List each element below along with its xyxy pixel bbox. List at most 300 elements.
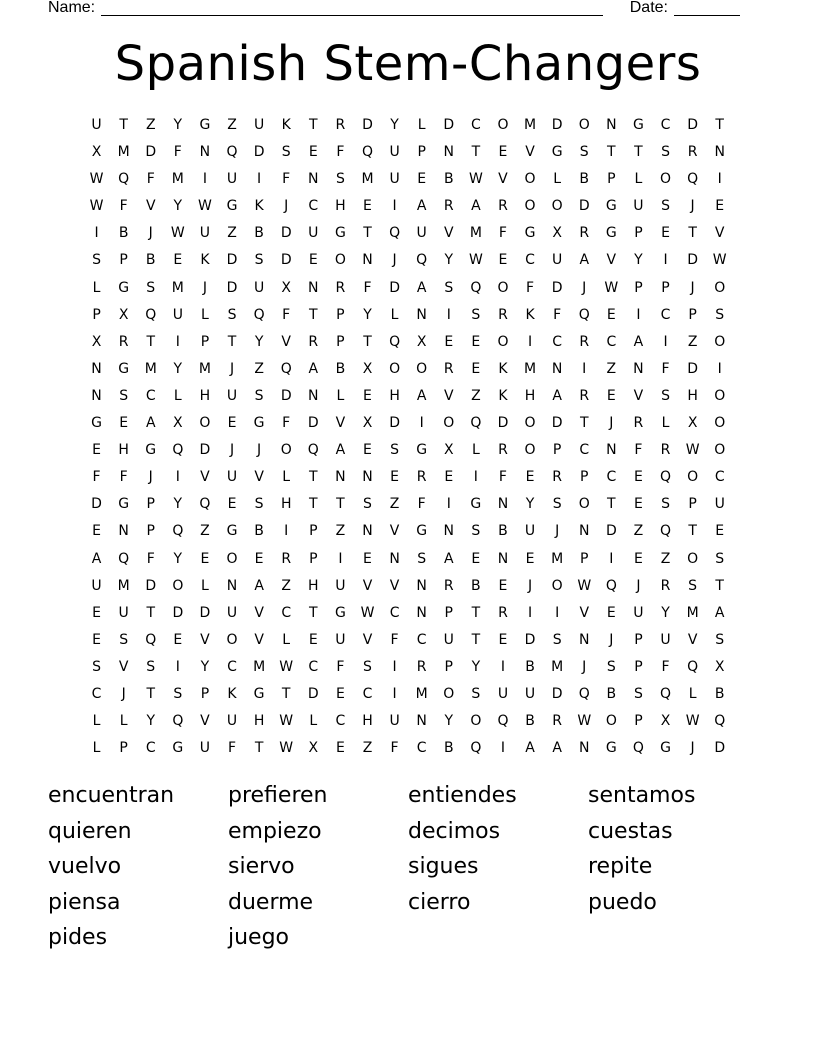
grid-letter: E bbox=[363, 442, 372, 459]
grid-letter: O bbox=[470, 713, 482, 730]
grid-letter: Y bbox=[444, 252, 454, 269]
grid-letter: E bbox=[498, 631, 508, 648]
grid-letter: G bbox=[118, 360, 130, 377]
grid-letter: U bbox=[443, 631, 454, 648]
grid-letter: F bbox=[227, 740, 237, 757]
grid-letter: J bbox=[609, 415, 614, 432]
word-list-item: empiezo bbox=[228, 818, 322, 844]
grid-letter: Q bbox=[660, 469, 672, 486]
grid-letter: A bbox=[552, 740, 562, 757]
grid-letter: T bbox=[607, 144, 616, 161]
grid-letter: D bbox=[389, 279, 400, 296]
grid-letter: J bbox=[229, 442, 235, 459]
grid-letter: Q bbox=[470, 279, 482, 296]
grid-letter: O bbox=[551, 198, 563, 215]
grid-letter: J bbox=[121, 685, 126, 702]
grid-letter: O bbox=[605, 713, 617, 730]
grid-letter: J bbox=[690, 198, 695, 215]
grid-letter: S bbox=[552, 631, 562, 648]
grid-letter: Y bbox=[173, 496, 183, 513]
grid-letter: N bbox=[578, 740, 590, 757]
grid-letter: M bbox=[117, 144, 130, 161]
grid-letter: Q bbox=[172, 713, 184, 730]
grid-letter: L bbox=[390, 306, 399, 323]
grid-letter: A bbox=[416, 279, 427, 296]
grid-letter: T bbox=[309, 117, 318, 133]
date-blank-line bbox=[674, 1, 740, 16]
grid-letter: I bbox=[338, 550, 343, 567]
grid-letter: U bbox=[308, 225, 319, 242]
grid-letter: W bbox=[170, 225, 185, 242]
grid-letter: B bbox=[443, 740, 454, 757]
grid-row bbox=[83, 627, 735, 654]
grid-letter: F bbox=[282, 415, 291, 432]
grid-letter: S bbox=[633, 685, 643, 702]
grid-letter: O bbox=[172, 577, 184, 594]
grid-letter: N bbox=[606, 442, 617, 459]
grid-letter: Q bbox=[714, 713, 726, 730]
grid-letter: E bbox=[471, 360, 481, 377]
grid-letter: A bbox=[416, 387, 427, 404]
grid-letter: C bbox=[362, 685, 373, 702]
grid-letter: I bbox=[446, 306, 451, 323]
grid-letter: P bbox=[417, 144, 426, 161]
grid-letter: U bbox=[226, 171, 238, 188]
grid-letter: R bbox=[552, 469, 562, 486]
grid-letter: T bbox=[119, 117, 128, 133]
grid-letter: O bbox=[551, 577, 563, 594]
grid-letter: N bbox=[443, 523, 454, 540]
grid-row bbox=[83, 654, 735, 681]
grid-letter: E bbox=[92, 604, 101, 621]
grid-letter: G bbox=[334, 604, 346, 621]
grid-letter: I bbox=[500, 740, 506, 757]
grid-letter: R bbox=[579, 225, 590, 242]
grid-letter: F bbox=[498, 225, 507, 242]
grid-letter: Q bbox=[172, 442, 184, 459]
grid-letter: N bbox=[199, 144, 211, 161]
grid-letter: C bbox=[145, 740, 156, 757]
grid-letter: D bbox=[687, 117, 698, 133]
grid-letter: N bbox=[416, 306, 427, 323]
grid-letter: G bbox=[416, 442, 428, 459]
grid-letter: Y bbox=[525, 496, 535, 513]
grid-letter: J bbox=[690, 740, 695, 757]
grid-letter: F bbox=[363, 279, 372, 296]
grid-letter: L bbox=[634, 171, 643, 188]
grid-letter: E bbox=[92, 523, 101, 540]
grid-letter: C bbox=[714, 469, 725, 486]
grid-letter: D bbox=[362, 117, 373, 133]
grid-letter: N bbox=[308, 171, 319, 188]
grid-letter: V bbox=[443, 225, 454, 242]
grid-letter: W bbox=[577, 713, 592, 730]
grid-letter: H bbox=[253, 713, 265, 730]
grid-letter: D bbox=[551, 685, 563, 702]
grid-letter: E bbox=[227, 415, 237, 432]
grid-letter: E bbox=[525, 550, 535, 567]
grid-letter: A bbox=[552, 387, 562, 404]
grid-letter: N bbox=[497, 550, 509, 567]
grid-letter: S bbox=[281, 144, 291, 161]
grid-letter: V bbox=[633, 387, 644, 404]
grid-letter: D bbox=[307, 415, 319, 432]
grid-letter: J bbox=[148, 469, 153, 486]
grid-letter: F bbox=[498, 469, 507, 486]
grid-letter: H bbox=[524, 387, 536, 404]
grid-letter: G bbox=[118, 496, 130, 513]
grid-letter: L bbox=[282, 469, 291, 486]
grid-letter: R bbox=[633, 415, 644, 432]
word-list-item: quieren bbox=[48, 818, 132, 844]
grid-letter: M bbox=[686, 604, 699, 621]
grid-letter: Z bbox=[254, 360, 264, 377]
grid-letter: C bbox=[91, 685, 102, 702]
grid-letter: N bbox=[551, 360, 563, 377]
grid-letter: U bbox=[714, 496, 725, 513]
grid-letter: P bbox=[200, 333, 210, 350]
grid-letter: T bbox=[471, 144, 481, 161]
grid-letter: U bbox=[91, 117, 102, 133]
grid-letter: C bbox=[227, 658, 237, 675]
grid-letter: L bbox=[417, 117, 426, 133]
grid-letter: F bbox=[336, 658, 345, 675]
grid-letter: T bbox=[607, 496, 616, 513]
grid-letter: Y bbox=[444, 713, 454, 730]
grid-letter: O bbox=[660, 171, 672, 188]
word-list-item: entiendes bbox=[408, 783, 517, 808]
grid-letter: O bbox=[280, 442, 292, 459]
grid-letter: G bbox=[524, 225, 536, 242]
grid-letter: A bbox=[145, 415, 156, 432]
page-title: Spanish Stem-Changers bbox=[114, 36, 702, 92]
grid-letter: Q bbox=[253, 306, 265, 323]
grid-letter: X bbox=[308, 740, 319, 757]
grid-letter: X bbox=[91, 144, 102, 161]
grid-letter: O bbox=[687, 550, 699, 567]
grid-letter: R bbox=[498, 198, 508, 215]
grid-letter: T bbox=[309, 496, 318, 513]
grid-letter: L bbox=[119, 713, 128, 730]
grid-letter: Q bbox=[660, 685, 672, 702]
grid-letter: R bbox=[660, 442, 671, 459]
grid-letter: X bbox=[714, 658, 725, 675]
grid-letter: S bbox=[390, 442, 400, 459]
grid-letter: L bbox=[92, 279, 101, 296]
word-list-item: sigues bbox=[408, 854, 479, 880]
grid-letter: J bbox=[582, 279, 587, 296]
grid-letter: T bbox=[634, 144, 643, 161]
grid-letter: K bbox=[498, 360, 508, 377]
grid-letter: U bbox=[226, 713, 238, 730]
grid-letter: G bbox=[172, 740, 184, 757]
grid-letter: F bbox=[417, 496, 426, 513]
grid-letter: S bbox=[661, 387, 670, 404]
grid-letter: I bbox=[202, 171, 207, 188]
grid-letter: L bbox=[471, 442, 480, 459]
grid-letter: S bbox=[471, 306, 481, 323]
grid-letter: I bbox=[392, 198, 397, 215]
grid-letter: N bbox=[308, 387, 319, 404]
grid-letter: Q bbox=[470, 415, 482, 432]
grid-letter: W bbox=[279, 658, 294, 675]
grid-letter: I bbox=[500, 658, 506, 675]
grid-letter: D bbox=[253, 144, 265, 161]
grid-letter: W bbox=[468, 252, 483, 269]
grid-letter: A bbox=[91, 550, 102, 567]
grid-letter: P bbox=[634, 658, 643, 675]
grid-letter: E bbox=[444, 333, 454, 350]
grid-letter: E bbox=[200, 550, 210, 567]
grid-letter: Y bbox=[146, 713, 156, 730]
grid-letter: T bbox=[309, 306, 318, 323]
grid-letter: Q bbox=[145, 631, 157, 648]
grid-letter: J bbox=[284, 198, 289, 215]
word-list-item: duerme bbox=[228, 889, 314, 915]
grid-letter: E bbox=[471, 550, 481, 567]
grid-letter: N bbox=[443, 144, 454, 161]
grid-letter: F bbox=[634, 442, 643, 459]
grid-letter: J bbox=[582, 658, 587, 675]
grid-letter: I bbox=[175, 469, 180, 486]
grid-letter: L bbox=[92, 713, 101, 730]
grid-letter: O bbox=[334, 252, 346, 269]
grid-letter: U bbox=[118, 604, 129, 621]
grid-letter: W bbox=[360, 604, 375, 621]
grid-letter: H bbox=[362, 713, 373, 730]
grid-letter: S bbox=[92, 658, 101, 675]
grid-letter: L bbox=[282, 631, 291, 648]
grid-letter: Q bbox=[145, 306, 157, 323]
grid-letter: R bbox=[118, 333, 129, 350]
grid-letter: E bbox=[633, 496, 643, 513]
grid-letter: Q bbox=[687, 658, 699, 675]
grid-letter: P bbox=[336, 306, 345, 323]
grid-letter: P bbox=[200, 685, 210, 702]
grid-letter: Q bbox=[361, 144, 373, 161]
grid-letter: P bbox=[309, 550, 318, 567]
grid-letter: O bbox=[199, 415, 211, 432]
grid-letter: B bbox=[443, 171, 454, 188]
grid-letter: S bbox=[715, 550, 725, 567]
grid-letter: I bbox=[527, 604, 533, 621]
grid-letter: D bbox=[551, 117, 563, 133]
letter-grid bbox=[83, 112, 735, 762]
grid-letter: U bbox=[91, 577, 102, 594]
grid-letter: O bbox=[578, 496, 590, 513]
grid-letter: F bbox=[282, 171, 291, 188]
grid-letter: J bbox=[690, 279, 695, 296]
grid-letter: Q bbox=[389, 225, 401, 242]
grid-letter: E bbox=[335, 685, 345, 702]
grid-letter: B bbox=[579, 171, 590, 188]
grid-letter: E bbox=[363, 550, 372, 567]
grid-letter: G bbox=[551, 144, 563, 161]
grid-letter: F bbox=[146, 171, 155, 188]
grid-letter: E bbox=[227, 496, 237, 513]
grid-letter: U bbox=[253, 279, 265, 296]
grid-letter: T bbox=[254, 740, 264, 757]
grid-letter: Z bbox=[227, 117, 237, 133]
grid-row bbox=[83, 410, 735, 437]
grid-letter: S bbox=[254, 387, 264, 404]
grid-letter: C bbox=[525, 252, 535, 269]
grid-letter: Q bbox=[660, 523, 672, 540]
grid-letter: D bbox=[714, 740, 726, 757]
grid-letter: P bbox=[119, 740, 128, 757]
grid-letter: Q bbox=[578, 685, 590, 702]
grid-letter: E bbox=[444, 469, 454, 486]
grid-letter: W bbox=[279, 740, 294, 757]
grid-letter: P bbox=[309, 523, 318, 540]
grid-letter: T bbox=[579, 415, 589, 432]
grid-row bbox=[83, 437, 735, 464]
grid-letter: P bbox=[634, 713, 643, 730]
grid-letter: Q bbox=[632, 740, 644, 757]
grid-letter: M bbox=[361, 171, 374, 188]
grid-letter: X bbox=[362, 360, 373, 377]
grid-letter: R bbox=[579, 387, 590, 404]
grid-letter: A bbox=[254, 577, 264, 594]
grid-row bbox=[83, 491, 735, 518]
grid-letter: G bbox=[660, 740, 671, 757]
grid-letter: P bbox=[444, 604, 453, 621]
grid-letter: D bbox=[389, 415, 400, 432]
grid-letter: S bbox=[444, 279, 454, 296]
grid-letter: W bbox=[468, 171, 483, 188]
grid-letter: U bbox=[633, 198, 644, 215]
grid-letter: O bbox=[714, 387, 726, 404]
grid-letter: V bbox=[281, 333, 291, 350]
grid-letter: L bbox=[309, 713, 318, 730]
grid-letter: W bbox=[279, 713, 294, 730]
grid-letter: F bbox=[146, 550, 155, 567]
grid-letter: D bbox=[307, 685, 319, 702]
grid-letter: B bbox=[471, 577, 481, 594]
grid-letter: H bbox=[335, 198, 346, 215]
grid-letter: G bbox=[226, 523, 238, 540]
grid-letter: X bbox=[91, 333, 102, 350]
grid-letter: N bbox=[308, 279, 319, 296]
grid-letter: F bbox=[336, 144, 345, 161]
grid-letter: E bbox=[363, 198, 372, 215]
grid-letter: F bbox=[661, 360, 670, 377]
grid-letter: O bbox=[687, 469, 699, 486]
grid-letter: S bbox=[254, 252, 264, 269]
grid-letter: O bbox=[443, 685, 455, 702]
grid-letter: B bbox=[606, 685, 617, 702]
grid-letter: O bbox=[714, 442, 726, 459]
grid-letter: A bbox=[335, 442, 346, 459]
grid-letter: O bbox=[497, 117, 509, 133]
grid-letter: N bbox=[389, 550, 400, 567]
grid-letter: G bbox=[145, 442, 157, 459]
grid-letter: P bbox=[580, 550, 589, 567]
grid-letter: T bbox=[336, 496, 345, 513]
grid-letter: Y bbox=[471, 658, 481, 675]
grid-letter: V bbox=[254, 469, 264, 486]
grid-letter: J bbox=[392, 252, 397, 269]
grid-letter: E bbox=[417, 171, 427, 188]
grid-letter: T bbox=[363, 333, 372, 350]
grid-letter: C bbox=[308, 658, 319, 675]
grid-letter: A bbox=[579, 252, 590, 269]
grid-row bbox=[83, 247, 735, 274]
grid-letter: Q bbox=[307, 442, 319, 459]
grid-letter: U bbox=[199, 740, 211, 757]
grid-letter: I bbox=[284, 523, 289, 540]
grid-letter: W bbox=[604, 279, 619, 296]
grid-letter: J bbox=[202, 279, 207, 296]
grid-letter: E bbox=[715, 523, 725, 540]
grid-letter: Q bbox=[118, 171, 130, 188]
grid-row bbox=[83, 600, 735, 627]
grid-letter: R bbox=[416, 469, 427, 486]
grid-letter: V bbox=[687, 631, 698, 648]
grid-row bbox=[83, 546, 735, 573]
grid-letter: P bbox=[146, 496, 155, 513]
grid-letter: Q bbox=[687, 171, 699, 188]
grid-letter: J bbox=[609, 631, 614, 648]
grid-letter: N bbox=[606, 117, 617, 133]
grid-letter: Z bbox=[281, 577, 291, 594]
grid-letter: S bbox=[471, 685, 481, 702]
grid-letter: T bbox=[715, 577, 724, 594]
word-list-item: decimos bbox=[408, 818, 501, 844]
grid-letter: U bbox=[389, 144, 400, 161]
grid-letter: V bbox=[335, 415, 346, 432]
grid-letter: N bbox=[497, 496, 509, 513]
grid-letter: D bbox=[524, 631, 536, 648]
grid-letter: J bbox=[527, 577, 533, 594]
grid-letter: C bbox=[416, 740, 427, 757]
grid-letter: L bbox=[173, 387, 182, 404]
grid-letter: S bbox=[715, 306, 725, 323]
grid-letter: S bbox=[146, 279, 156, 296]
grid-letter: G bbox=[253, 685, 265, 702]
grid-letter: E bbox=[335, 740, 345, 757]
grid-letter: V bbox=[254, 631, 264, 648]
grid-letter: K bbox=[254, 198, 264, 215]
grid-letter: M bbox=[415, 685, 428, 702]
grid-letter: D bbox=[497, 415, 509, 432]
grid-letter: E bbox=[92, 631, 101, 648]
grid-letter: Q bbox=[497, 713, 509, 730]
grid-letter: O bbox=[524, 415, 536, 432]
grid-letter: Q bbox=[199, 496, 211, 513]
grid-letter: S bbox=[661, 198, 670, 215]
grid-letter: R bbox=[443, 198, 454, 215]
grid-letter: P bbox=[92, 306, 101, 323]
grid-letter: Z bbox=[389, 496, 400, 513]
grid-letter: V bbox=[362, 577, 373, 594]
grid-letter: E bbox=[606, 387, 616, 404]
grid-letter: Y bbox=[200, 658, 210, 675]
grid-letter: I bbox=[175, 333, 180, 350]
grid-letter: X bbox=[552, 225, 562, 242]
grid-letter: I bbox=[663, 333, 668, 350]
grid-letter: U bbox=[335, 577, 346, 594]
grid-letter: T bbox=[146, 604, 156, 621]
grid-letter: Z bbox=[200, 523, 210, 540]
grid-letter: B bbox=[145, 252, 156, 269]
grid-letter: I bbox=[582, 360, 587, 377]
grid-letter: U bbox=[389, 171, 400, 188]
grid-letter: Q bbox=[118, 550, 130, 567]
grid-letter: L bbox=[661, 415, 670, 432]
word-list-item: prefieren bbox=[228, 783, 328, 808]
grid-letter: Q bbox=[605, 577, 617, 594]
